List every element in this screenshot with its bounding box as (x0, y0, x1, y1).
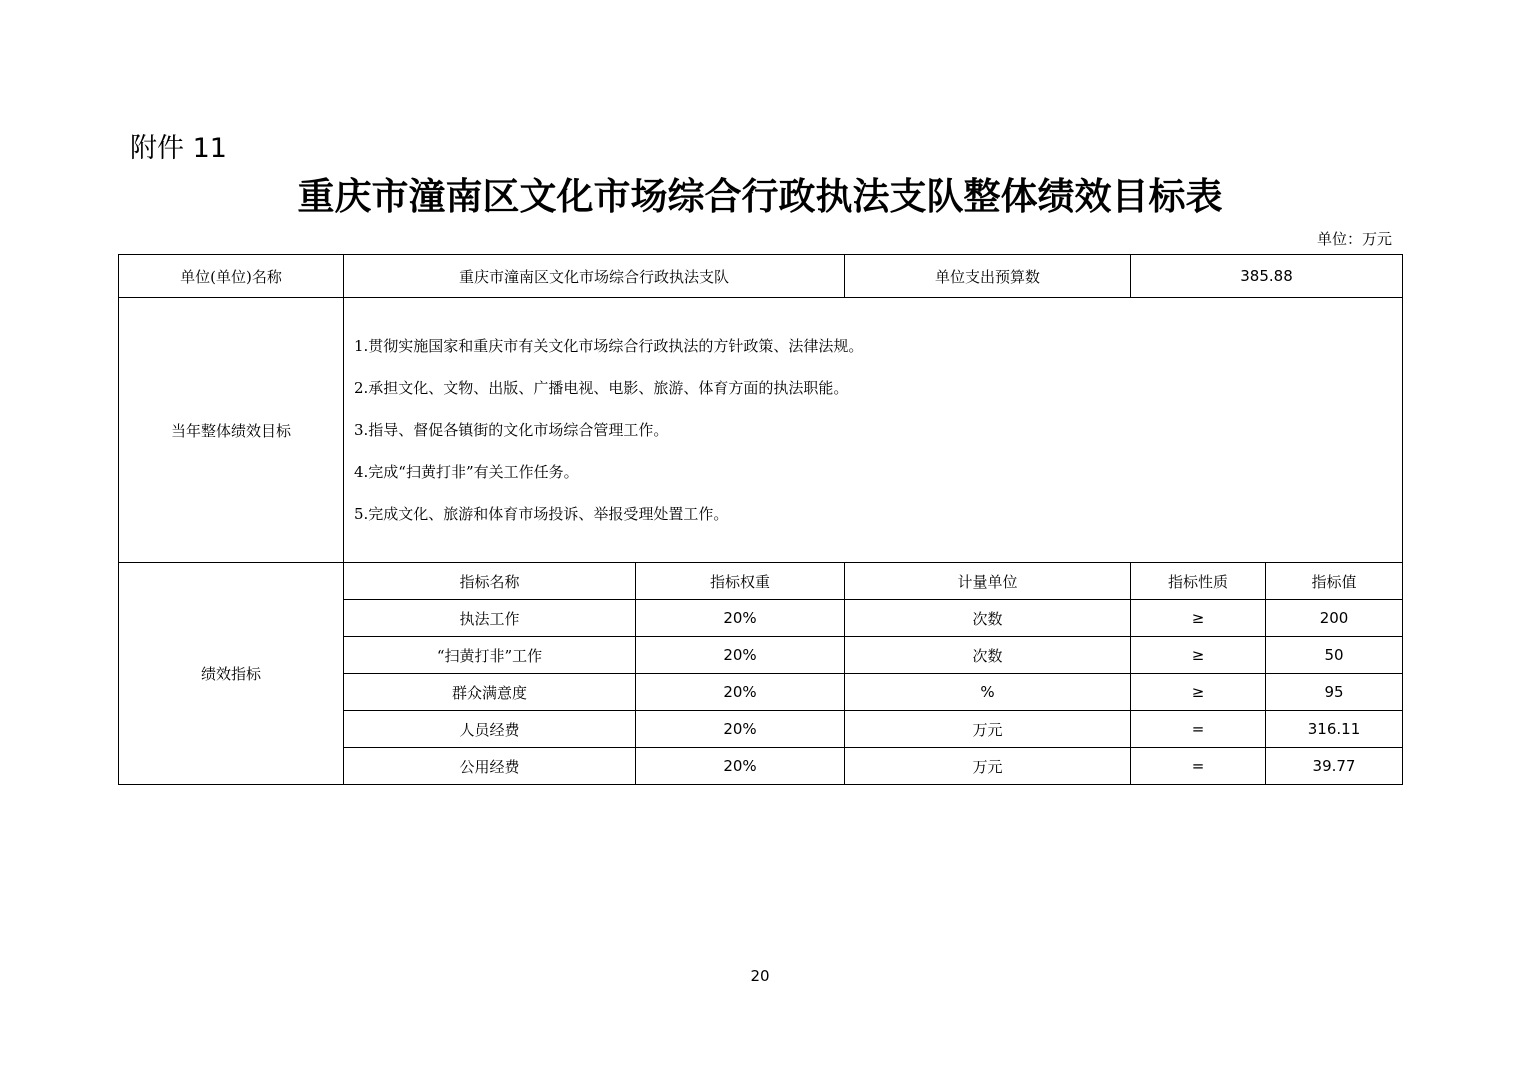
indicator-nature: = (1131, 748, 1266, 785)
goal-item: 2.承担文化、文物、出版、广播电视、电影、旅游、体育方面的执法职能。 (354, 379, 849, 397)
indicator-weight: 20% (636, 637, 845, 674)
budget-label: 单位支出预算数 (845, 255, 1131, 298)
indicator-unit: 万元 (845, 711, 1131, 748)
indicator-value: 316.11 (1266, 711, 1403, 748)
indicator-nature: ≥ (1131, 600, 1266, 637)
goal-item: 5.完成文化、旅游和体育市场投诉、举报受理处置工作。 (354, 505, 729, 523)
performance-target-table (118, 254, 1403, 785)
budget-value: 385.88 (1131, 255, 1403, 298)
indicator-name: 群众满意度 (344, 674, 636, 711)
goal-item: 1.贯彻实施国家和重庆市有关文化市场综合行政执法的方针政策、法律法规。 (354, 337, 864, 355)
indicator-value: 95 (1266, 674, 1403, 711)
indicator-unit: 万元 (845, 748, 1131, 785)
indicator-name: “扫黄打非”工作 (344, 637, 636, 674)
indicators-label: 绩效指标 (119, 563, 344, 785)
indicator-weight: 20% (636, 748, 845, 785)
unit-note: 单位：万元 (1316, 230, 1392, 248)
indicator-value: 50 (1266, 637, 1403, 674)
indicator-value: 39.77 (1266, 748, 1403, 785)
page-number: 20 (750, 967, 770, 985)
indicator-unit: % (845, 674, 1131, 711)
column-header-unit: 计量单位 (845, 563, 1131, 600)
goals-row (119, 298, 1403, 563)
document-title: 重庆市潼南区文化市场综合行政执法支队整体绩效目标表 (297, 174, 1223, 218)
indicator-nature: ≥ (1131, 637, 1266, 674)
unit-name-value: 重庆市潼南区文化市场综合行政执法支队 (344, 255, 845, 298)
goals-content (344, 298, 1403, 563)
attachment-label: 附件 11 (130, 133, 227, 164)
indicator-name: 执法工作 (344, 600, 636, 637)
indicator-weight: 20% (636, 674, 845, 711)
column-header-nature: 指标性质 (1131, 563, 1266, 600)
indicator-weight: 20% (636, 711, 845, 748)
indicator-nature: ≥ (1131, 674, 1266, 711)
unit-info-row (119, 255, 1403, 298)
column-header-value: 指标值 (1266, 563, 1403, 600)
goal-item: 3.指导、督促各镇街的文化市场综合管理工作。 (354, 421, 669, 439)
indicator-name: 公用经费 (344, 748, 636, 785)
column-header-weight: 指标权重 (636, 563, 845, 600)
indicator-value: 200 (1266, 600, 1403, 637)
unit-name-label: 单位(单位)名称 (119, 255, 344, 298)
indicator-nature: = (1131, 711, 1266, 748)
indicator-unit: 次数 (845, 637, 1131, 674)
column-header-name: 指标名称 (344, 563, 636, 600)
indicator-header-row (119, 563, 1403, 600)
indicator-name: 人员经费 (344, 711, 636, 748)
indicator-weight: 20% (636, 600, 845, 637)
goals-label: 当年整体绩效目标 (119, 298, 344, 563)
goal-item: 4.完成“扫黄打非”有关工作任务。 (354, 463, 579, 481)
indicator-unit: 次数 (845, 600, 1131, 637)
